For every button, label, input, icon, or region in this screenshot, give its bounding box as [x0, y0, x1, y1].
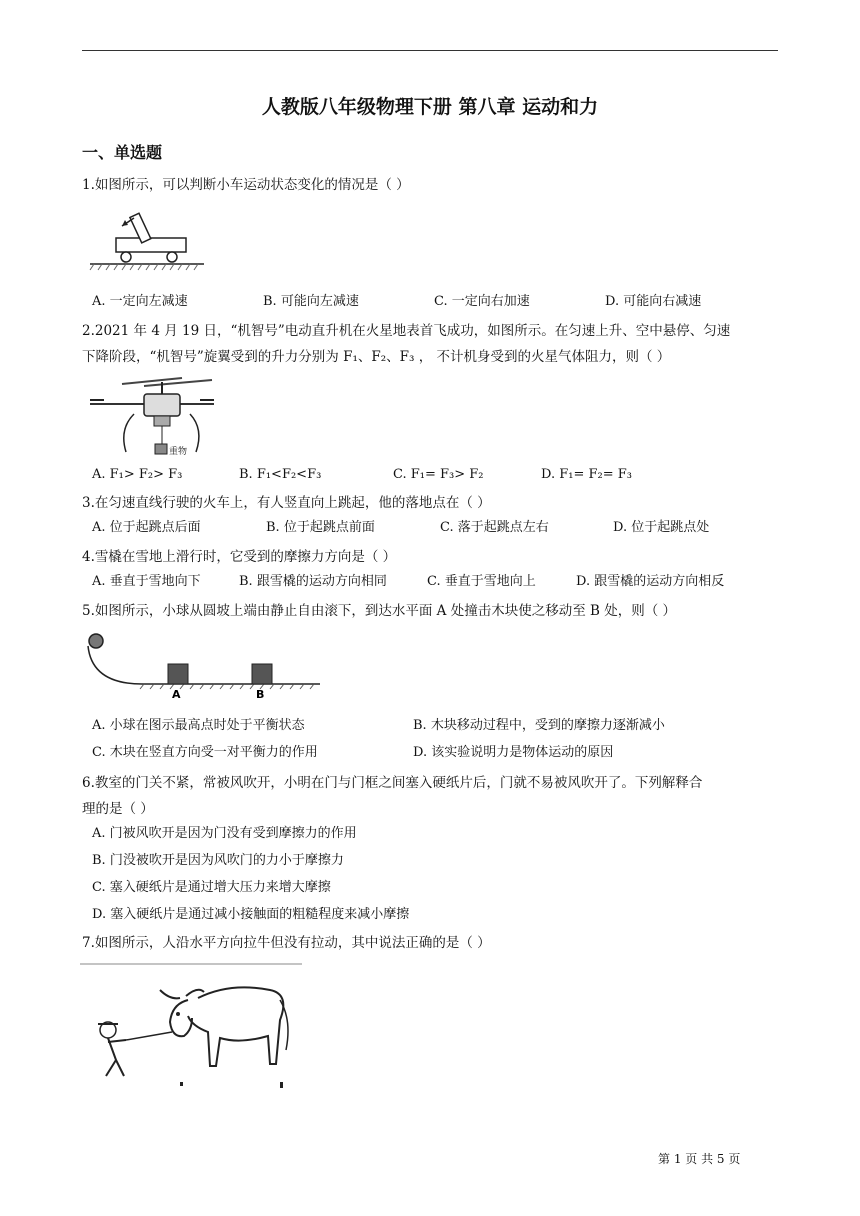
question-2-stem-line-2: 下降阶段，“机智号”旋翼受到的升力分别为 F₁、F₂、F₃ ， 不计机身受到的火星气体阻力，则（ ） [82, 349, 671, 365]
question-5-stem: 5.如图所示，小球从圆坡上端由静止自由滚下，到达水平面 A 处撞击木块使之移动至 B 处，则（ ） [82, 603, 677, 619]
page-title: 人教版八年级物理下册 第八章 运动和力 [261, 96, 599, 118]
question-5-option-d[interactable]: D. 该实验说明力是物体运动的原因 [413, 745, 614, 760]
question-5-option-c[interactable]: C. 木块在竖直方向受一对平衡力的作用 [92, 745, 318, 760]
question-5-option-b[interactable]: B. 木块移动过程中，受到的摩擦力逐渐减小 [413, 718, 665, 733]
question-1-option-a[interactable]: A. 一定向左减速 [92, 294, 188, 309]
question-2-figure-label: 重物 [169, 447, 188, 457]
question-1-stem: 1.如图所示，可以判断小车运动状态变化的情况是（ ） [82, 177, 410, 193]
question-4-option-a[interactable]: A. 垂直于雪地向下 [92, 574, 201, 589]
question-3-stem: 3.在匀速直线行驶的火车上，有人竖直向上跳起，他的落地点在（ ） [82, 495, 491, 511]
question-1-option-d[interactable]: D. 可能向右减速 [605, 294, 702, 309]
question-2-option-a[interactable]: A. F₁> F₂> F₃ [92, 467, 183, 482]
section-heading: 一、单选题 [82, 143, 163, 162]
question-4-option-b[interactable]: B. 跟雪橇的运动方向相同 [239, 574, 387, 589]
question-6-option-a[interactable]: A. 门被风吹开是因为门没有受到摩擦力的作用 [92, 826, 357, 841]
question-6-stem-line-1: 6.教室的门关不紧，常被风吹开，小明在门与门框之间塞入硬纸片后，门就不易被风吹开了。下列解释合 [82, 775, 703, 791]
question-5-label-b: B [256, 688, 265, 700]
question-2-option-d[interactable]: D. F₁= F₂= F₃ [541, 467, 632, 482]
question-6-option-b[interactable]: B. 门没被吹开是因为风吹门的力小于摩擦力 [92, 853, 344, 868]
question-4-option-c[interactable]: C. 垂直于雪地向上 [427, 574, 536, 589]
question-2-figure [84, 374, 219, 460]
question-7-stem: 7.如图所示，人沿水平方向拉牛但没有拉动，其中说法正确的是（ ） [82, 935, 491, 951]
question-4-option-d[interactable]: D. 跟雪橇的运动方向相反 [576, 574, 725, 589]
question-1-option-b[interactable]: B. 可能向左减速 [263, 294, 359, 309]
question-1-figure [86, 208, 206, 278]
question-3-option-b[interactable]: B. 位于起跳点前面 [266, 520, 375, 535]
question-6-option-d[interactable]: D. 塞入硬纸片是通过减小接触面的粗糙程度来减小摩擦 [92, 907, 410, 922]
question-2-option-c[interactable]: C. F₁= F₃> F₂ [393, 467, 484, 482]
page-footer: 第 1 页 共 5 页 [658, 1152, 741, 1166]
question-5-figure [84, 628, 324, 700]
question-6-stem-line-2: 理的是（ ） [82, 801, 154, 817]
question-2-stem-line-1: 2.2021 年 4 月 19 日，“机智号”电动直升机在火星地表首飞成功，如图所示。在匀速上升、空中悬停、匀速 [82, 323, 731, 339]
question-5-option-a[interactable]: A. 小球在图示最高点时处于平衡状态 [92, 718, 305, 733]
question-3-option-d[interactable]: D. 位于起跳点处 [613, 520, 710, 535]
question-2-option-b[interactable]: B. F₁<F₂<F₃ [239, 467, 322, 482]
question-5-label-a: A [172, 688, 181, 700]
question-4-stem: 4.雪橇在雪地上滑行时，它受到的摩擦力方向是（ ） [82, 549, 397, 565]
question-1-option-c[interactable]: C. 一定向右加速 [434, 294, 530, 309]
header-rule [82, 50, 778, 51]
question-6-option-c[interactable]: C. 塞入硬纸片是通过增大压力来增大摩擦 [92, 880, 331, 895]
question-3-option-a[interactable]: A. 位于起跳点后面 [92, 520, 201, 535]
question-7-figure [80, 960, 304, 1092]
question-3-option-c[interactable]: C. 落于起跳点左右 [440, 520, 549, 535]
